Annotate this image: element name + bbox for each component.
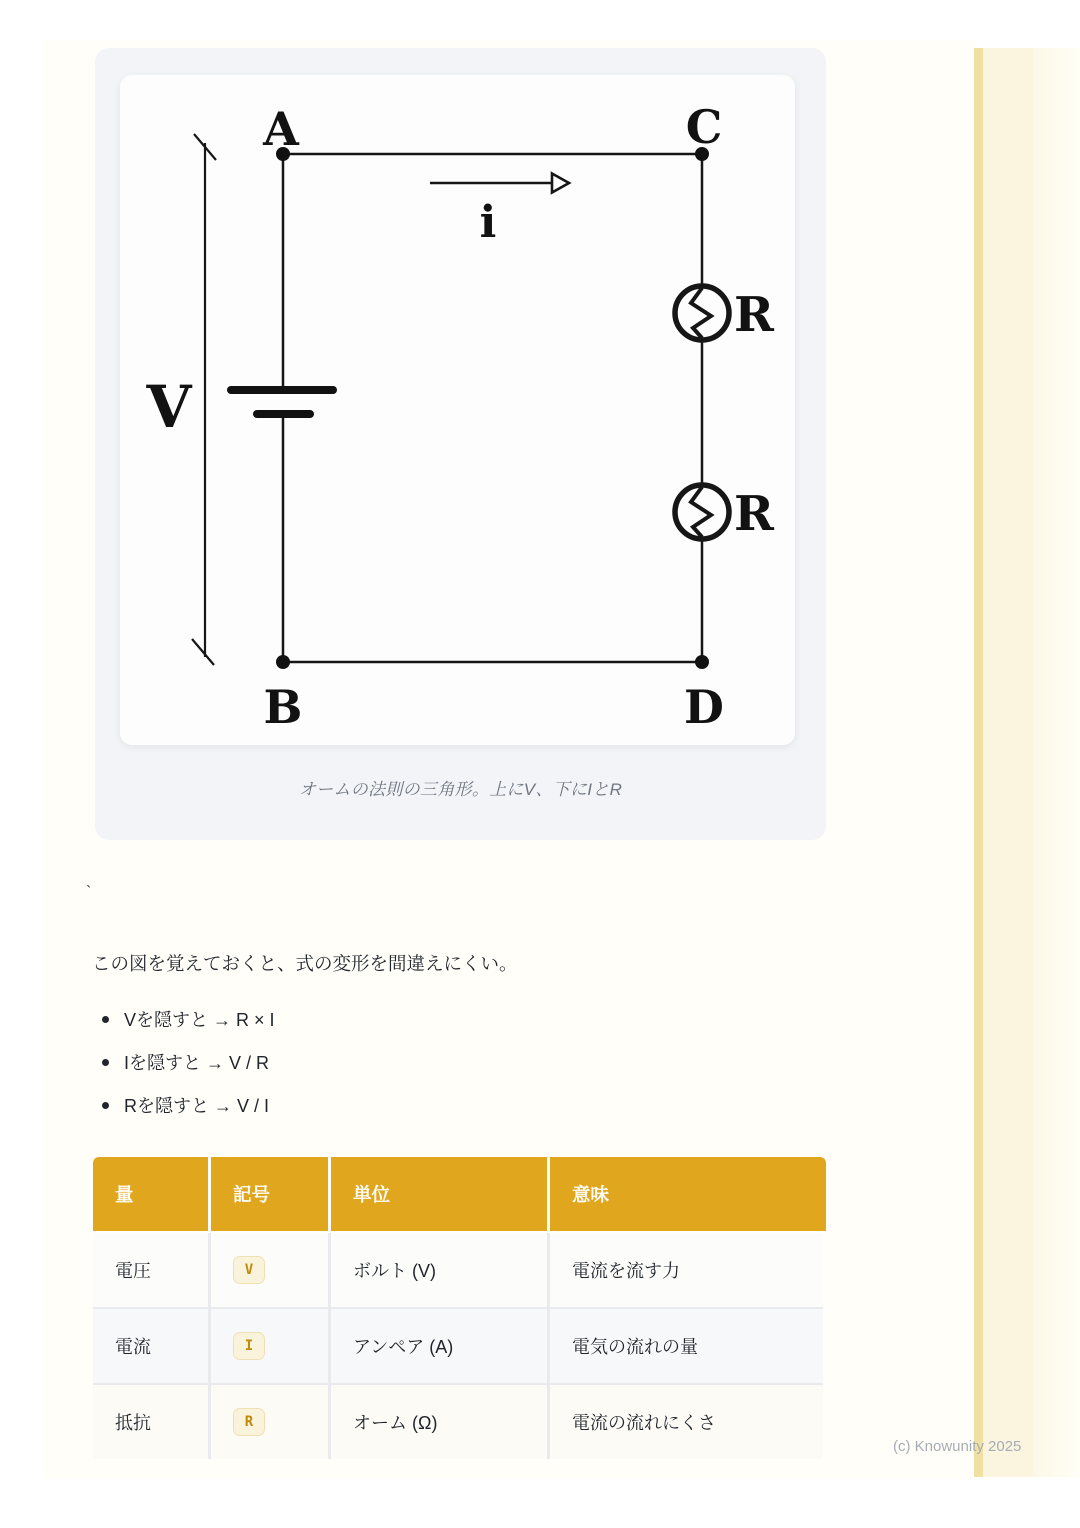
list-item-text: Vを隠すと → R × I <box>124 1010 275 1030</box>
cell-unit: アンペア (A) <box>331 1309 547 1383</box>
list-item <box>98 1094 275 1118</box>
right-margin-fade <box>1033 48 1080 1477</box>
figure-caption: オームの法則の三角形。上にV、下にIとR <box>298 780 623 799</box>
cell-symbol <box>211 1385 328 1459</box>
circuit-diagram-svg <box>120 75 795 745</box>
node-label-d: D <box>684 680 724 734</box>
current-arrow-icon <box>430 174 569 193</box>
resistor-label-bottom: R <box>734 486 774 542</box>
cell-meaning: 電流の流れにくさ <box>550 1385 823 1459</box>
symbol-badge: R <box>233 1408 265 1436</box>
cell-symbol <box>211 1309 328 1383</box>
resistor-label-top: R <box>734 287 774 343</box>
right-margin-panel <box>983 48 1033 1477</box>
quantities-table <box>93 1157 823 1459</box>
table-body <box>93 1233 823 1459</box>
cell-unit: オーム (Ω) <box>331 1385 547 1459</box>
resistor-icon-top <box>675 286 729 340</box>
node-label-c: C <box>685 100 723 154</box>
stray-backtick-text: ` <box>86 884 92 901</box>
intro-paragraph: この図を覚えておくと、式の変形を間違えにくい。 <box>92 953 518 974</box>
current-label: i <box>479 197 497 248</box>
column-header-quantity: 量 <box>93 1157 208 1231</box>
figure-card <box>95 48 826 840</box>
cell-quantity: 抵抗 <box>93 1385 208 1459</box>
list-item <box>98 1051 275 1075</box>
voltage-span-line <box>192 134 216 665</box>
list-item-text: Rを隠すと → V / I <box>124 1096 270 1116</box>
cell-quantity: 電圧 <box>93 1233 208 1307</box>
cell-quantity: 電流 <box>93 1309 208 1383</box>
column-header-unit: 単位 <box>331 1157 547 1231</box>
resistor-icon-bottom <box>675 485 729 539</box>
circuit-figure <box>120 75 795 745</box>
bullet-icon <box>102 1102 109 1109</box>
formula-bullet-list <box>98 1008 275 1137</box>
right-accent-bar <box>974 48 983 1477</box>
battery-icon <box>231 390 333 414</box>
list-item <box>98 1008 275 1032</box>
bullet-icon <box>102 1016 109 1023</box>
cell-meaning: 電気の流れの量 <box>550 1309 823 1383</box>
node-label-a: A <box>263 102 299 156</box>
symbol-badge: V <box>233 1256 265 1284</box>
bullet-icon <box>102 1059 109 1066</box>
copyright-note: (c) Knowunity 2025 <box>893 1438 1022 1455</box>
cell-symbol <box>211 1233 328 1307</box>
node-label-b: B <box>263 680 303 734</box>
symbol-badge: I <box>233 1332 265 1360</box>
voltage-label: V <box>146 373 192 441</box>
column-header-meaning: 意味 <box>550 1157 826 1231</box>
cell-unit: ボルト (V) <box>331 1233 547 1307</box>
column-header-symbol: 記号 <box>211 1157 328 1231</box>
cell-meaning: 電流を流す力 <box>550 1233 823 1307</box>
table-header-row <box>93 1157 823 1231</box>
list-item-text: Iを隠すと → V / R <box>124 1053 270 1073</box>
